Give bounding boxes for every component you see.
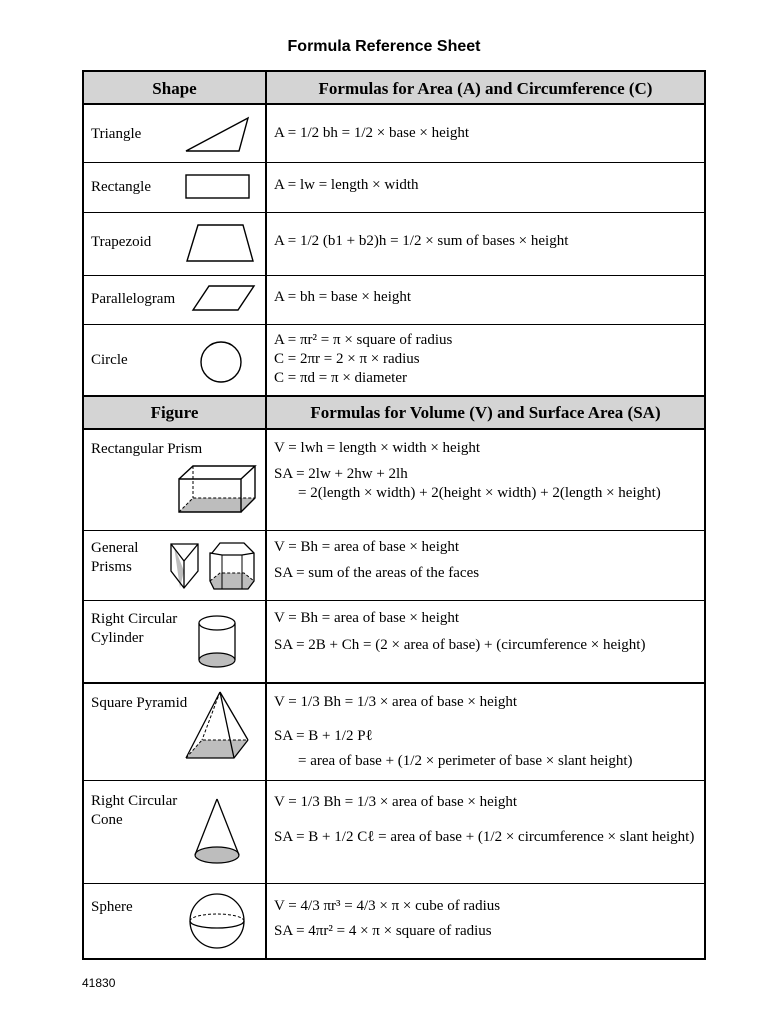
triangle-icon — [184, 116, 254, 154]
circle-circumference-diameter-formula: C = πd = π × diameter — [274, 370, 408, 386]
row-divider — [84, 212, 704, 213]
shape-column-header: Shape — [152, 78, 197, 98]
cone-icon — [194, 797, 242, 867]
volume-formulas-header — [267, 397, 704, 428]
rectangular-prism-volume-formula: V = lwh = length × width × height — [274, 440, 481, 456]
figure-label-general-prisms: General Prisms — [91, 540, 139, 575]
row-divider — [84, 428, 704, 430]
parallelogram-area-formula: A = bh = base × height — [274, 289, 412, 305]
cone-volume-formula: V = 1/3 Bh = 1/3 × area of base × height — [274, 794, 518, 810]
square-pyramid-volume-formula: V = 1/3 Bh = 1/3 × area of base × height — [274, 694, 518, 710]
row-divider — [84, 324, 704, 325]
figure-label-cylinder: Right Circular Cylinder — [91, 611, 178, 646]
rectangle-icon — [185, 174, 251, 200]
rectangular-prism-icon — [177, 465, 259, 515]
row-divider — [84, 780, 704, 781]
figure-column-header: Figure — [150, 402, 199, 422]
rectangular-prism-surface-area-expanded: = 2(length × width) + 2(height × width) + 2(length × height) — [298, 485, 661, 501]
trapezoid-icon — [186, 223, 256, 263]
column-divider — [265, 72, 267, 958]
sphere-icon — [188, 892, 248, 952]
square-pyramid-icon — [184, 690, 250, 762]
sphere-volume-formula: V = 4/3 πr³ = 4/3 × π × cube of radius — [274, 898, 501, 914]
row-divider — [84, 275, 704, 276]
triangle-area-formula: A = 1/2 bh = 1/2 × base × height — [274, 125, 470, 141]
cone-surface-area-formula: SA = B + 1/2 Cℓ = area of base + (1/2 × circumference × slant height) — [274, 829, 695, 845]
page-title: Formula Reference Sheet — [287, 38, 481, 55]
area-formulas-header-text: Formulas for Area (A) and Circumference (C) — [318, 78, 653, 98]
cylinder-icon — [197, 614, 239, 670]
circle-icon — [199, 340, 243, 384]
shape-label-rectangle: Rectangle — [91, 179, 151, 195]
area-formulas-header — [267, 72, 704, 105]
figure-label-sphere: Sphere — [91, 899, 133, 915]
row-divider — [84, 103, 704, 105]
row-divider — [84, 883, 704, 884]
circle-area-formula: A = πr² = π × square of radius — [274, 332, 453, 348]
row-divider — [84, 600, 704, 601]
figure-label-square-pyramid: Square Pyramid — [91, 695, 188, 711]
general-prisms-icon — [170, 541, 260, 593]
volume-header-row — [84, 397, 704, 428]
area-header-row — [84, 72, 704, 105]
cylinder-surface-area-formula: SA = 2B + Ch = (2 × area of base) + (circumference × height) — [274, 637, 646, 653]
figure-label-rectangular-prism: Rectangular Prism — [91, 441, 203, 457]
circle-circumference-formula: C = 2πr = 2 × π × radius — [274, 351, 420, 367]
formula-table — [82, 70, 706, 960]
shape-label-trapezoid: Trapezoid — [91, 234, 152, 250]
general-prisms-volume-formula: V = Bh = area of base × height — [274, 539, 460, 555]
shape-label-circle: Circle — [91, 352, 128, 368]
shape-label-triangle: Triangle — [91, 126, 142, 142]
volume-formulas-header-text: Formulas for Volume (V) and Surface Area (SA) — [310, 402, 661, 422]
cylinder-volume-formula: V = Bh = area of base × height — [274, 610, 460, 626]
sphere-surface-area-formula: SA = 4πr² = 4 × π × square of radius — [274, 923, 492, 939]
row-divider — [84, 682, 704, 684]
figure-label-cone: Right Circular Cone — [91, 793, 178, 828]
square-pyramid-surface-area-formula: SA = B + 1/2 Pℓ — [274, 728, 373, 744]
row-divider — [84, 530, 704, 531]
rectangle-area-formula: A = lw = length × width — [274, 177, 419, 193]
row-divider — [84, 395, 704, 397]
general-prisms-surface-area-formula: SA = sum of the areas of the faces — [274, 565, 480, 581]
parallelogram-icon — [192, 284, 256, 312]
trapezoid-area-formula: A = 1/2 (b1 + b2)h = 1/2 × sum of bases × height — [274, 233, 569, 249]
shape-label-parallelogram: Parallelogram — [91, 291, 176, 307]
row-divider — [84, 162, 704, 163]
square-pyramid-surface-area-expanded: = area of base + (1/2 × perimeter of base × slant height) — [298, 753, 633, 769]
document-code: 41830 — [82, 976, 116, 990]
rectangular-prism-surface-area-formula: SA = 2lw + 2hw + 2lh — [274, 466, 408, 482]
